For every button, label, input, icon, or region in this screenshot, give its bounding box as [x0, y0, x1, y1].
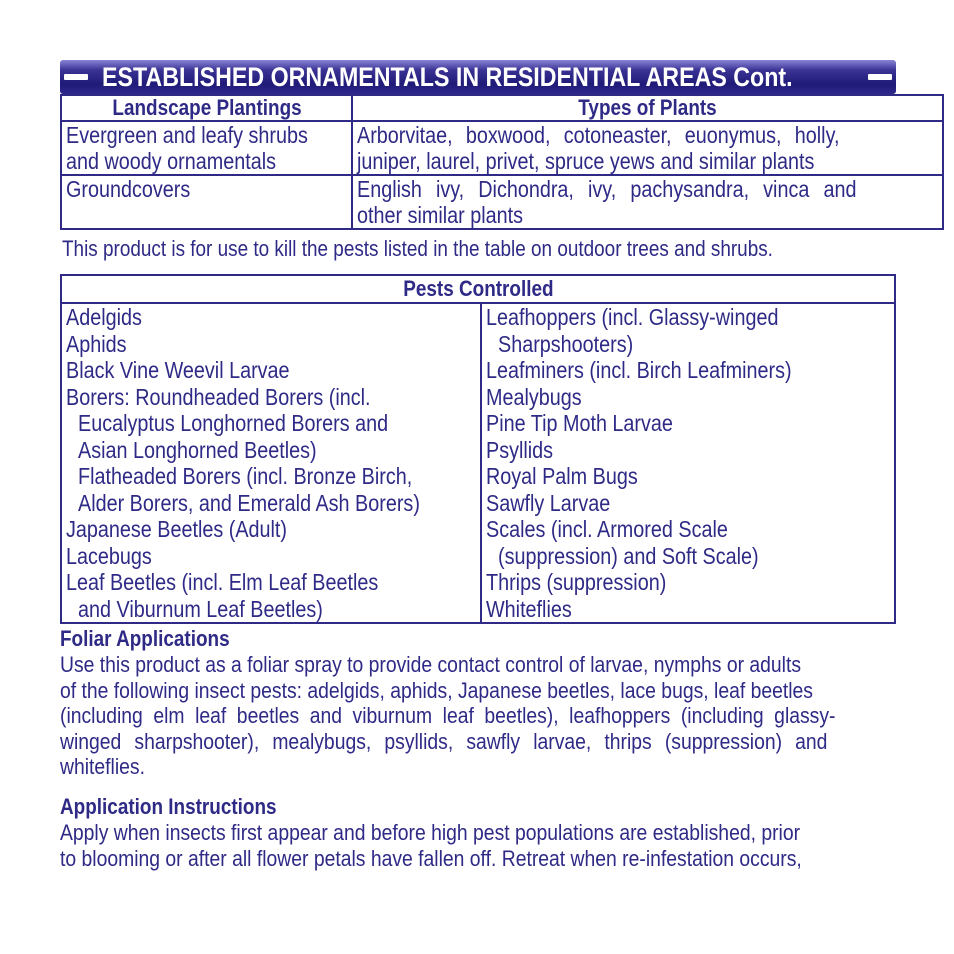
paragraph-line: whiteflies.: [60, 754, 145, 780]
list-item: Leafminers (incl. Birch Leafminers): [485, 357, 792, 383]
list-item: Thrips (suppression): [485, 569, 667, 595]
pests-right-column: [481, 303, 895, 623]
usage-note: This product is for use to kill the pests listed in the table on outdoor trees and shrubs.: [62, 236, 773, 261]
foliar-paragraph: [60, 652, 896, 780]
table-row: [61, 175, 943, 229]
pests-table: [60, 274, 896, 624]
instructions-paragraph: [60, 820, 896, 871]
planting-line: Evergreen and leafy shrubs: [66, 122, 308, 148]
section-banner: [60, 60, 896, 94]
list-item: (suppression) and Soft Scale): [497, 542, 759, 569]
foliar-title: Foliar Applications: [60, 626, 230, 651]
pests-header-row: [61, 275, 895, 303]
planting-line: Groundcovers: [66, 176, 191, 202]
list-item: Borers: Roundheaded Borers (incl.: [66, 383, 371, 410]
list-item: Eucalyptus Longhorned Borers and: [78, 410, 389, 436]
paragraph-line: Apply when insects first appear and before high pest populations are established, prior: [60, 819, 801, 845]
table-row: [61, 121, 943, 175]
list-item: Adelgids: [66, 304, 142, 330]
list-item: Sharpshooters): [497, 330, 634, 357]
list-item: Lacebugs: [66, 542, 152, 569]
list-item: Asian Longhorned Beetles): [78, 436, 317, 463]
list-item: Sawfly Larvae: [485, 489, 611, 516]
plantings-table: [60, 94, 944, 230]
paragraph-line: Use this product as a foliar spray to provide contact control of larvae, nymphs or adults: [60, 652, 802, 677]
list-item: Whiteflies: [485, 595, 572, 622]
paragraph-line: (including elm leaf beetles and viburnum leaf beetles), leafhoppers (including glassy-: [60, 703, 836, 729]
list-item: Flatheaded Borers (incl. Bronze Birch,: [78, 463, 413, 489]
list-item: Leaf Beetles (incl. Elm Leaf Beetles: [66, 569, 379, 595]
list-item: Psyllids: [485, 436, 554, 463]
paragraph-line: to blooming or after all flower petals have fallen off. Retreat when re-infestation occurs,: [60, 845, 802, 871]
pests-header: Pests Controlled: [61, 275, 895, 303]
list-item: Alder Borers, and Emerald Ash Borers): [78, 489, 420, 516]
banner-right-bar: [868, 74, 892, 80]
planting-cell: [61, 175, 352, 229]
list-item: and Viburnum Leaf Beetles): [78, 595, 323, 622]
list-item: Pine Tip Moth Larvae: [485, 410, 673, 436]
planting-line: and woody ornamentals: [66, 148, 277, 174]
paragraph-line: winged sharpshooter), mealybugs, psyllids, sawfly larvae, thrips (suppression) and: [60, 728, 828, 754]
types-line: English ivy, Dichondra, ivy, pachysandra, vinca and: [357, 176, 857, 202]
label-page: [60, 60, 896, 871]
plantings-header-landscape: Landscape Plantings: [61, 95, 352, 121]
pests-body-row: [61, 303, 895, 623]
list-item: Scales (incl. Armored Scale: [485, 516, 728, 542]
planting-cell: [61, 121, 352, 175]
types-line: juniper, laurel, privet, spruce yews and similar plants: [357, 148, 815, 174]
pests-left-column: [61, 303, 481, 623]
paragraph-line: of the following insect pests: adelgids, aphids, Japanese beetles, lace bugs, leaf beetles: [60, 677, 813, 703]
list-item: Leafhoppers (incl. Glassy-winged: [485, 304, 779, 330]
types-line: Arborvitae, boxwood, cotoneaster, euonymus, holly,: [357, 122, 840, 148]
list-item: Royal Palm Bugs: [485, 463, 638, 489]
banner-left-bar: [64, 74, 88, 80]
types-cell: [352, 175, 943, 229]
list-item: Black Vine Weevil Larvae: [66, 357, 290, 383]
plantings-header-types: Types of Plants: [352, 95, 943, 121]
types-line: other similar plants: [357, 202, 524, 228]
list-item: Japanese Beetles (Adult): [66, 516, 288, 542]
list-item: Aphids: [66, 330, 127, 357]
types-cell: [352, 121, 943, 175]
list-item: Mealybugs: [485, 383, 582, 410]
instructions-title: Application Instructions: [60, 793, 277, 819]
plantings-header-row: [61, 95, 943, 121]
banner-title: ESTABLISHED ORNAMENTALS IN RESIDENTIAL AREAS Cont.: [102, 62, 793, 92]
